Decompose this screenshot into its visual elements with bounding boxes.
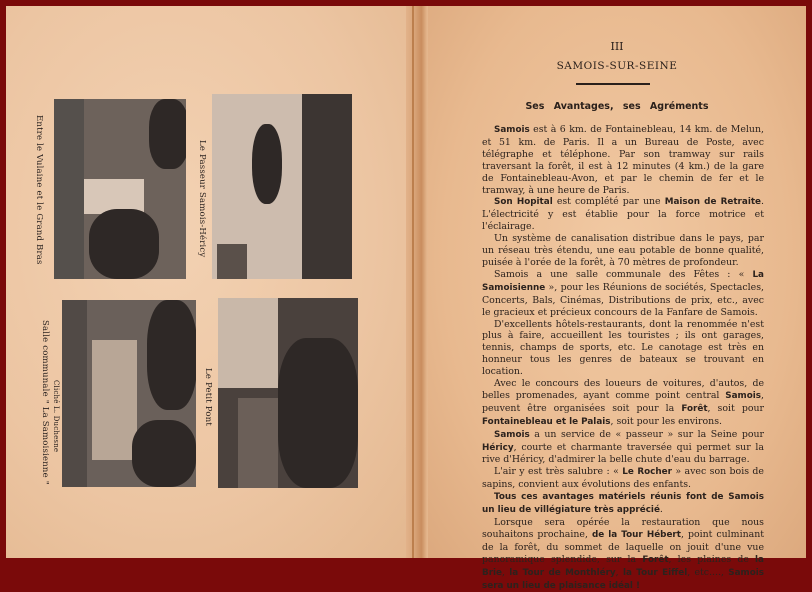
- text-run: Samois a une salle communale des Fêtes : «: [494, 268, 753, 280]
- bold-run: Le Rocher: [622, 467, 672, 478]
- text-run: .: [659, 504, 663, 516]
- body-paragraph: [482, 196, 764, 233]
- bold-run: Samois: [494, 125, 530, 135]
- text-run: D'excellents hôtels-restaurants, dont la renommée n'est plus à faire, accueillent les touristes ; ils ont garages, tennis, champs de sports, etc. Le canotage est très en honneur tous les genres de bateaux se trouvant en location.: [482, 318, 764, 378]
- text-run: . L'électricité y est établie pour la force motrice et l'éclairage.: [482, 196, 764, 233]
- body-paragraph: [482, 378, 764, 429]
- photo-petit-pont: [218, 298, 358, 488]
- body-paragraph: [482, 319, 764, 379]
- photo-entre-vulaine-grand-bras: [54, 99, 186, 279]
- text-run: , etc....,: [687, 566, 729, 578]
- text-run: Lorsque sera opérée la restauration que nous souhaitons prochaine,: [482, 517, 764, 540]
- text-run: Un système de canalisation distribue dans le pays, par un réseau très étendu, une eau potable de bonne qualité, puisée à l'orée de la forêt, à 70 mètres de profondeur.: [482, 233, 764, 268]
- photo-caption: Le Passeur Samois-Héricy: [197, 140, 207, 258]
- photo-passeur: [212, 94, 352, 279]
- text-run: est à 6 km. de Fontainebleau, 14 km. de Melun, et 51 km. de Paris. Il a un Bureau de Poste, avec télégraphe et téléphone. Par son tramway sur rails traversant la forêt, il est à 12 minutes (4 km.) de la gare de Fontainebleau-Avon, et par le chemin de fer et le tramway, à une heure de Paris.: [482, 124, 764, 196]
- bold-run: de la Tour Hébert: [591, 529, 681, 540]
- body-text: [482, 124, 764, 592]
- bold-run: Héricy: [482, 442, 514, 453]
- text-run: » avec son bois de sapins, convient aux évolutions des enfants.: [482, 466, 764, 491]
- body-paragraph: [482, 124, 764, 196]
- bold-run: Maison de Retraite: [664, 197, 762, 208]
- gutter-crease: [412, 6, 414, 558]
- chapter-title: SAMOIS-SUR-SEINE: [556, 60, 678, 72]
- bold-run: Forêt: [681, 403, 708, 414]
- bold-run: la Brie: [482, 554, 764, 578]
- text-run: , courte et charmante traversée qui permet sur la rive d'Héricy, d'admirer la belle chute d'eau du barrage.: [482, 441, 764, 466]
- body-paragraph: [482, 233, 764, 269]
- bold-run: Samois: [494, 429, 530, 440]
- body-paragraph: [482, 466, 764, 491]
- body-paragraph: [482, 517, 764, 592]
- text-run: , peuvent être organisées soit pour la: [482, 389, 764, 414]
- bold-run: Samois sera un lieu de plaisance idéal !: [482, 567, 764, 591]
- text-run: , soit pour les environs.: [610, 415, 722, 427]
- text-run: , les plaines de: [668, 553, 756, 565]
- text-run: , point culminant de la forêt, du sommet de laquelle on jouit d'une vue panoramique splendide, sur la: [482, 528, 764, 565]
- photo-caption: Salle communale " La Samoisienne ": [40, 320, 50, 485]
- bold-run: Samois: [725, 390, 762, 401]
- text-run: est complété par une: [552, 196, 665, 208]
- bold-run: la Tour de Monthléry: [509, 567, 616, 578]
- photo-credit: Cliché L. Duchesne: [52, 380, 60, 453]
- bold-run: Fontainebleau et le Palais: [482, 416, 611, 427]
- text-run: L'air y est très salubre : «: [494, 466, 623, 478]
- bold-run: La Samoisienne: [482, 269, 764, 293]
- text-run: », pour les Réunions de sociétés, Spectacles, Concerts, Bals, Cinémas, Distributions de prix, etc., avec le gracieux et précieux concours de la Fanfare de Samois.: [482, 281, 764, 318]
- bold-run: Forêt: [642, 554, 669, 565]
- text-run: ,: [502, 566, 510, 578]
- photo-caption: Entre le Vulaine et le Grand Bras: [34, 115, 44, 265]
- bold-run: la Tour Eiffel: [622, 567, 688, 578]
- body-paragraph: [482, 491, 764, 517]
- section-heading: Ses Avantages, ses Agréments: [525, 101, 709, 112]
- title-rule: [576, 83, 650, 85]
- bold-run: Tous ces avantages matériels réunis font de Samois un lieu de villégiature très apprécié: [482, 492, 764, 516]
- text-run: a un service de « passeur » sur la Seine pour: [529, 428, 764, 440]
- chapter-number: III: [610, 40, 624, 53]
- text-run: , soit pour: [707, 402, 764, 414]
- bold-run: Son Hopital: [494, 197, 553, 208]
- body-paragraph: [482, 269, 764, 319]
- photo-salle-communale: [62, 300, 196, 487]
- photo-caption: Le Petit Pont: [203, 368, 213, 426]
- body-paragraph: [482, 429, 764, 467]
- text-run: Avec le concours des loueurs de voitures, d'autos, de belles promenades, ayant comme point central: [482, 378, 764, 401]
- text-run: ,: [615, 566, 623, 578]
